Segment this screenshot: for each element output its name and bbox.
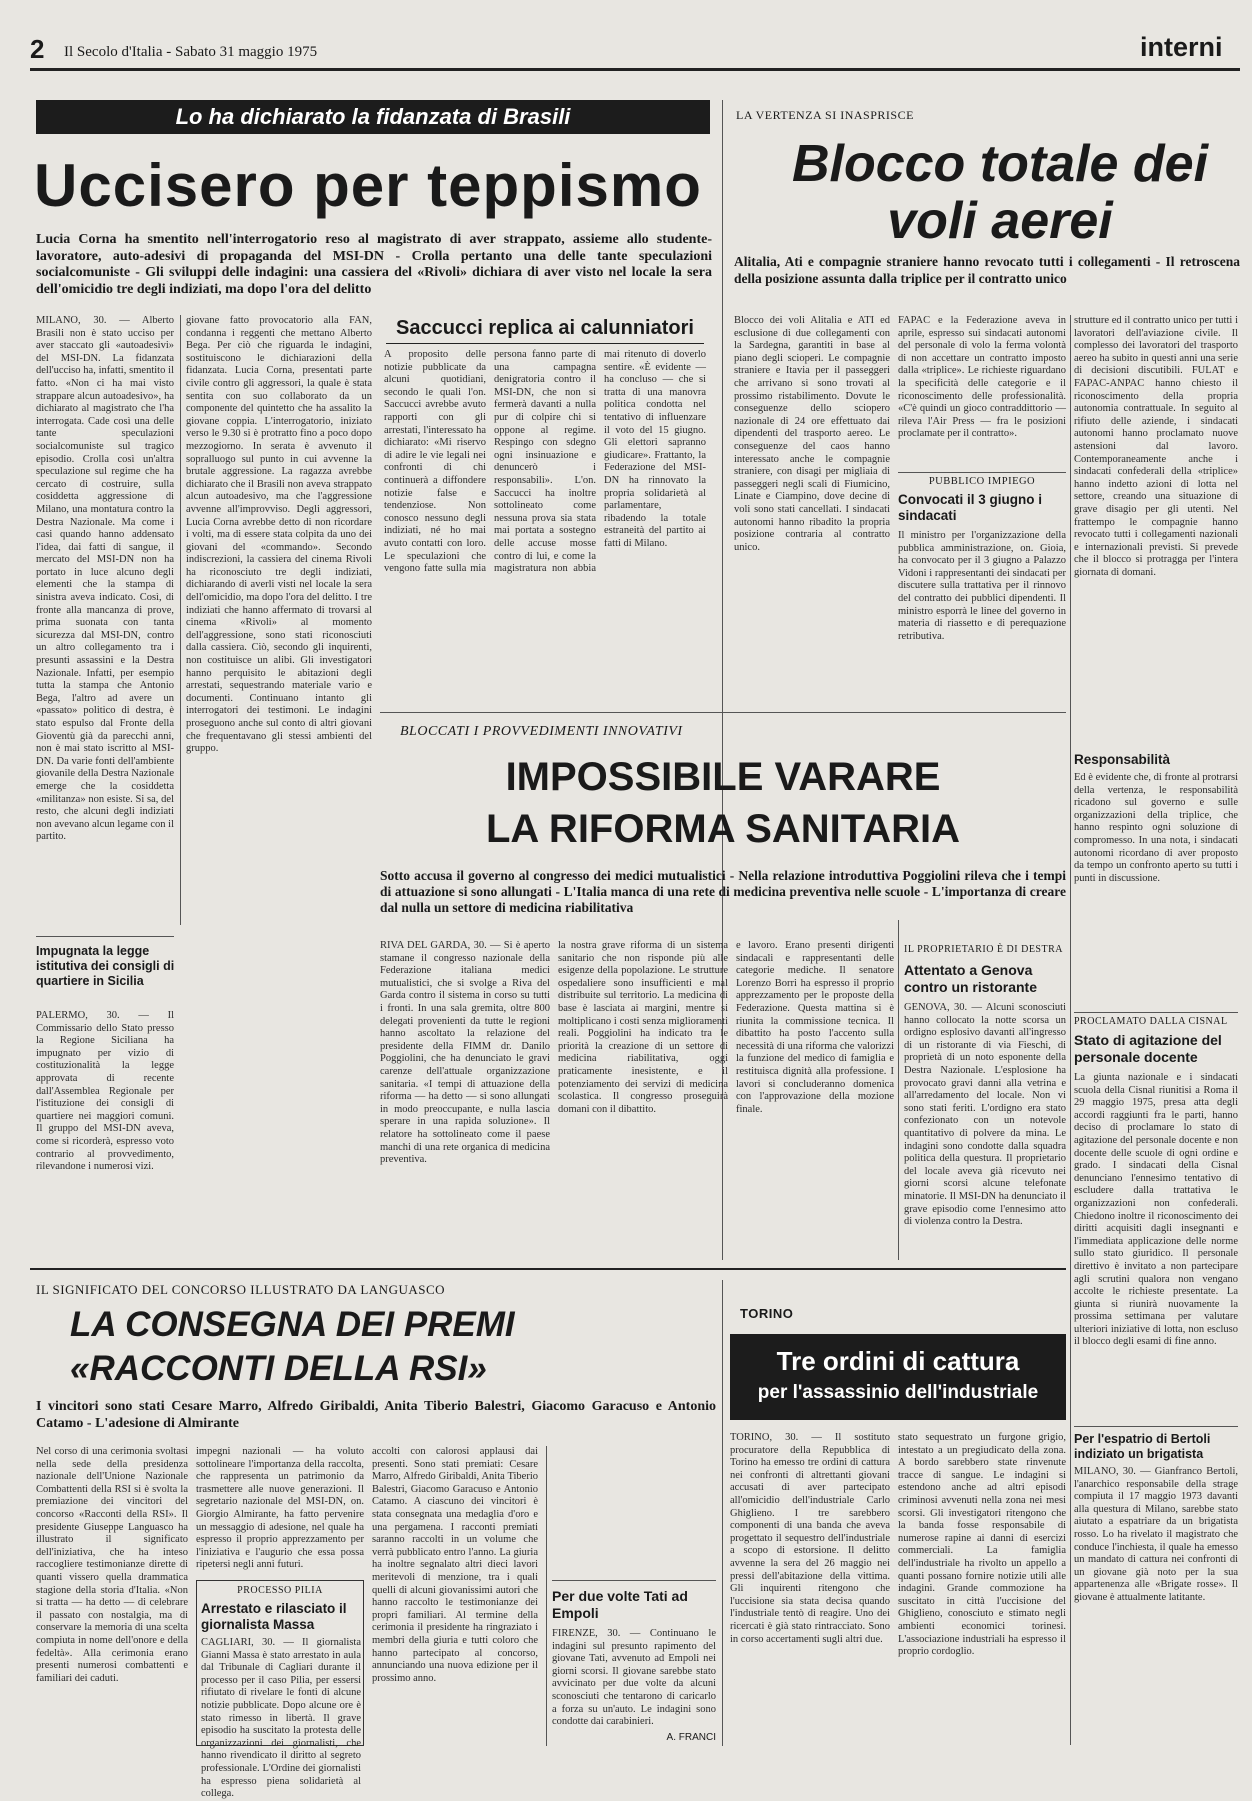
story3-col3: e lavoro. Erano presenti dirigenti sindacali e rappresentanti delle categorie mediche. Il senatore Lorenzo Borri ha espresso il proprio apprezzamento per le proposte della Federazione. Questa mattina si è riunita la commissione tecnica. Il dibattito ha posto l'accento sulla necessità di una riforma che valorizzi la funzione del medico di famiglia e restituisca dignità alla professione. I lavori si concluderanno domenica con l'approvazione della mozione finale.: [736, 940, 894, 1115]
story6-col1: Nel corso di una cerimonia svoltasi nella sede della presidenza nazionale dell'Unione Nazionale Combattenti della RSI si è svolta la premiazione dei vincitori del concorso «Racconti della RSI». Il presidente Giuseppe Languasco ha illustrato il significato dell'iniziativa, che ha inteso raccogliere testimonianze dirette di quanti vissero quella drammatica stagione della storia d'Italia. «Non si tratta — ha detto — di celebrare il passato con nostalgia, ma di conservare la memoria di una scelta compiuta in nome dell'onore e della fedeltà». Alla cerimonia erano presenti numerosi combattenti e familiari dei caduti.: [36, 1446, 188, 1684]
lower-section-rule: [30, 1268, 1066, 1270]
story4-headline: Attentato a Genova contro un ristorante: [904, 962, 1038, 995]
col-divider: [1070, 315, 1071, 1745]
story1-col1: MILANO, 30. — Alberto Brasili non è stato ucciso per aver staccato gli «autoadesivi» del MSI-DN. La fidanzata dell'ucciso ha, infatti, smentito il fatto. «Non ci ha mai visto strappare alcun autoadesivo», ha dichiarato al magistrato che l'ha interrogata. Cade così una delle tante speculazioni socialcomuniste sul tragico episodio. Crolla così un'altra speculazione sul regime che ha cercato di costruire, sulla cosiddetta aggressione di Milano, una montatura contro la Destra Nazionale. Ma come i casi quando hanno addensato l'idea, dai fatti di sangue, il mercato del MSI-DN non ha portato in luce alcuno degli elementi che la stampa di sinistra aveva indicato. Così, di fronte alla mancanza di prove, prima suonata con tanta sicurezza dal MSI-DN, contro un altro collegamento tra i presunti assassini e la Destra Nazionale. Infatti, per esempio tutta la stampa che Antonio Bega, l'altro ad avere un «passato» politico di destra, è stato espulso dal Fronte della Gioventù già da parecchi anni, non è mai stato iscritto al MSI-DN. Da varie fonti dell'ambiente giovanile della Destra Nazionale emerge che la cosiddetta «militanza» non esiste. Si sa, del resto, che alcuni degli indiziati non avevano alcun legame con il partito.: [36, 315, 174, 843]
saccucci-rule: [386, 343, 704, 344]
story8-headline-line1: Tre ordini di cattura: [776, 1346, 1020, 1376]
col-divider: [546, 1446, 547, 1746]
saccucci-text: A proposito delle notizie pubblicate da alcuni quotidiani, secondo le quali l'on. Saccucci avrebbe avuto rapporti con gli arrestati, l'interessato ha dichiarato: «Mi riservo di adire le vie legali nei confronti di chi continuerà a diffondere notizie false e tendenziose. Non conosco nessuno degli indiziati, né ho mai avuto contatti con loro. Le speculazioni che vengono fatte sulla mia persona fanno parte di una campagna denigratoria contro il MSI-DN, che non si fermerà davanti a nulla pur di colpire chi si oppone al regime. Respingo con sdegno ogni insinuazione e denuncerò i responsabili». L'on. Saccucci ha inoltre sottolineato come nessuna prova sia stata mai portata a sostegno delle accuse mosse contro di lui, e come la magistratura non abbia mai ritenuto di doverlo sentire. «È evidente — ha concluso — che si tratta di una manovra politica condotta nel tentativo di influenzare il voto del 15 giugno. Gli elettori sapranno giudicare». Frattanto, la Federazione del MSI-DN ha rinnovato la propria solidarietà al parlamentare, ribadendo la totale estraneità del partito ai fatti di Milano.: [384, 349, 706, 575]
story6-col3: accolti con calorosi applausi dai presenti. Sono stati premiati: Cesare Marro, Alfredo Giribaldi, Anita Tiberio Balestri, Giacomo Garacuso e Antonio Catamo. A ciascuno dei vincitori è stata consegnata una medaglia d'oro e una pergamena. I racconti premiati saranno raccolti in un volume che verrà pubblicato entro l'anno. La giuria ha inoltre segnalato altri dieci lavori meritevoli di menzione, tra i quali quelli di alcuni giovanissimi autori che hanno raccolto le testimonianze dei propri familiari. Al termine della cerimonia il presidente ha ringraziato i membri della giuria e tutti coloro che hanno partecipato al concorso, annunciando una nuova edizione per il prossimo anno.: [372, 1446, 538, 1684]
responsabilita-text: Ed è evidente che, di fronte al protrarsi della vertenza, le responsabilità ricadono sul governo e sulle organizzazioni della triplice, che hanno respinto ogni soluzione di compromesso. In una nota, i sindacati autonomi ricordano di aver proposto da tempo un confronto aperto su tutti i punti in discussione.: [1074, 772, 1238, 884]
story6-kicker: IL SIGNIFICATO DEL CONCORSO ILLUSTRATO DA LANGUASCO: [36, 1282, 446, 1297]
story4-kicker: IL PROPRIETARIO È DI DESTRA: [904, 944, 1063, 955]
story9-text: FIRENZE, 30. — Continuano le indagini sul presunto rapimento del giovane Tati, avvenuto ad Empoli nei giorni scorsi. Il giovane sarebbe stato avvicinato per due volte da alcuni sconosciuti che tentarono di caricarlo a forza su un'auto. Le indagini sono condotte dai carabinieri.: [552, 1628, 716, 1728]
story2-kicker: LA VERTENZA SI INASPRISCE: [736, 108, 914, 122]
publication-line: Il Secolo d'Italia - Sabato 31 maggio 1975: [64, 44, 318, 60]
sicily-headline: Impugnata la legge istitutiva dei consigli di quartiere in Sicilia: [36, 944, 175, 988]
saccucci-box: [380, 315, 710, 665]
story7-headline: Arrestato e rilasciato il giornalista Massa: [201, 1601, 347, 1632]
col-divider: [180, 315, 181, 925]
story1-headline: Uccisero per teppismo: [34, 152, 702, 219]
story5-kicker: PROCLAMATO DALLA CISNAL: [1074, 1016, 1228, 1027]
story2-col1: Blocco dei voli Alitalia e ATI ed esclusione di due collegamenti con la Sardegna, garantiti in base al piano degli scioperi. Le compagnie straniere e Itavia per il passeggeri che arrivano si sono trovati al prossimo ristabilimento. Dovute le conseguenze dello sciopero nazionale di 24 ore effettuato dai dipendenti del trasporto aereo. Le conseguenze del caos hanno interessato anche le compagnie straniere, con disagi per migliaia di passeggeri negli scali di Fiumicino, Linate e Ciampino, dove decine di voli sono stati cancellati. I sindacati autonomi hanno ribadito la propria posizione contraria al contratto unico.: [734, 315, 890, 553]
story3-deck: Sotto accusa il governo al congresso dei medici mutualistici - Nella relazione introduttiva Poggiolini rileva che i tempi di attuazione si sono allungati - L'Italia manca di una rete di medicina preventiva nelle scuole - L'importanza di creare dal nulla un settore di medicina riabilitativa: [380, 868, 1066, 915]
col-divider: [722, 1280, 723, 1746]
story6-col2: impegni nazionali — ha voluto sottolineare l'importanza della raccolta, che rappresenta un patrimonio da trasmettere alle nuove generazioni. Il segretario nazionale del MSI-DN, on. Giorgio Almirante, ha fatto pervenire un messaggio di adesione, nel quale ha espresso il proprio apprezzamento per l'iniziativa e l'augurio che essa possa ripetersi negli anni futuri.: [196, 1446, 364, 1571]
story7-kicker: PROCESSO PILIA: [237, 1585, 323, 1596]
responsabilita-subhead: Responsabilità: [1074, 752, 1171, 767]
story8-headline-line2: per l'assassinio dell'industriale: [757, 1382, 1039, 1403]
story9-byline: A. FRANCI: [666, 1732, 716, 1743]
story8-col2: stato sequestrato un furgone grigio, intestato a un pregiudicato della zona. A bordo sarebbero state rinvenute tracce di sangue. Le indagini si estendono anche ad altri episodi criminosi avvenuti nella zona nei mesi scorsi. Gli investigatori ritengono che la banda fosse responsabile di numerose rapine ai danni di esercizi commerciali. La famiglia dell'industriale ha rivolto un appello a quanti possano fornire notizie utili alle indagini. Grande commozione ha suscitato in città l'uccisione del Ghiglieno, conosciuto e stimato negli ambienti economici torinesi. L'associazione industriali ha espresso il proprio cordoglio.: [898, 1432, 1066, 1658]
story5-headline: Stato di agitazione del personale docente: [1074, 1032, 1222, 1065]
story3-headline-line2: LA RIFORMA SANITARIA: [485, 807, 961, 851]
story4-text: GENOVA, 30. — Alcuni sconosciuti hanno collocato la notte scorsa un ordigno esplosivo davanti all'ingresso di un ristorante di via Fieschi, di proprietà di un noto esponente della Destra Nazionale. L'esplosione ha provocato gravi danni alla vetrina e all'arredamento del locale. Non vi sono stati feriti. L'ordigno era stato confezionato con un notevole quantitativo di polvere da mina. Le indagini sono condotte dalla squadra politica della questura. Il proprietario del locale aveva già ricevuto nei giorni scorsi alcune telefonate minatorie. Il MSI-DN ha denunciato il grave episodio come l'ennesimo atto di violenza contro la Destra.: [904, 1002, 1066, 1228]
story2-headline: Blocco totale dei voli aerei: [791, 135, 1209, 250]
story6-headline-line1: LA CONSEGNA DEI PREMI: [70, 1305, 515, 1344]
page-number: 2: [30, 34, 45, 64]
story9-rule: [552, 1580, 716, 1581]
story2-sub-text: Il ministro per l'organizzazione della pubblica amministrazione, on. Gioia, ha convocato per il 3 giugno a Palazzo Vidoni i rappresentanti dei sindacati per discutere sulla trattativa per il rinnovo del contratto dei pubblici dipendenti. Il ministro esporrà le linee del governo in materia di riassetto e di perequazione retributiva.: [898, 530, 1066, 642]
story2-sub-rule: [898, 472, 1066, 473]
story5-text: La giunta nazionale e i sindacati scuola della Cisnal riunitisi a Roma il 29 maggio 1975, presa atta degli accordi raggiunti fra le parti, hanno deciso di proclamare lo stato di agitazione del personale docente e non docente delle scuole di ogni ordine e grado. I sindacati della Cisnal denunciano l'ennesimo tentativo di escludere dalla trattativa le organizzazioni non confederali. Chiedono inoltre il riconoscimento dei diritti acquisiti dagli insegnanti e l'immediata applicazione delle norme sullo stato giuridico. Il personale direttivo è invitato a non partecipare agli scrutini qualora non vengano accolte le richieste presentate. La giunta si riunirà nuovamente la prossima settimana per valutare ulteriori iniziative di lotta, non escluso il blocco degli esami di fine anno.: [1074, 1072, 1238, 1348]
story5-sub-rule: [1074, 1426, 1238, 1427]
col-divider: [898, 920, 899, 1260]
section-label: interni: [1140, 32, 1223, 62]
story1-col2: giovane fatto provocatorio alla FAN, condanna i reggenti che mettano Alberto Bega. Per ciò che riguarda le indagini, sostituiscono le dichiarazioni della fidanzata. Lucia Corna, presentati parte civile contro gli aggressori, la quale è stata sentita con suo collaborato da un componente del quintetto che ha assalito la giovane coppia. L'interrogatorio, iniziato verso le 9.30 si è protratto fino a poco dopo mezzogiorno. In serata è avvenuto il sopralluogo sul punto in cui avvenne la brutale aggressione. La ragazza avrebbe dichiarato che il Brasili non aveva strappato alcun autoadesivo, ma che l'aggressione avvenne all'improvviso. Degli aggressori, Lucia Corna avrebbe detto di non ricordare i volti, ma di essere stata colpita da uno dei giovani del «commando». Secondo indiscrezioni, la cassiera del cinema Rivoli ha riconosciuto tre degli indiziati, dichiarando di averli visti nel locale la sera dell'omicidio, ma dopo l'ora del delitto. I tre indiziati che hanno affermato di trovarsi al cinema «Rivoli» al momento dell'aggressione, sono stati riconosciuti dalla cassiera. Ciò, secondo gli inquirenti, non costituisce un alibi. Gli investigatori hanno perquisito le abitazioni degli arrestati, sequestrando materiale vario e documenti. Continuano intanto gli interrogatori dei testimoni. Le indagini proseguono anche sul conto di altri giovani che frequentavano gli stessi ambienti del gruppo.: [186, 315, 372, 755]
story6-headline-line2: «RACCONTI DELLA RSI»: [70, 1349, 487, 1388]
story7-text: CAGLIARI, 30. — Il giornalista Gianni Massa è stato arrestato in aula dal Tribunale di Cagliari durante il processo per il caso Pilia, per essersi rifiutato di rivelare le fonti di alcune notizie pubblicate. Dopo alcune ore è stato rimesso in libertà. Il grave episodio ha suscitato la protesta delle organizzazioni dei giornalisti, che hanno rivendicato il diritto al segreto professionale. L'Ordine dei giornalisti ha espresso piena solidarietà al collega.: [201, 1637, 361, 1800]
bertoli-headline: Per l'espatrio di Bertoli indiziato un brigatista: [1074, 1432, 1211, 1461]
story5-top-rule: [1074, 1012, 1238, 1013]
saccucci-headline: Saccucci replica ai calunniatori: [396, 317, 694, 339]
story2-col2: FAPAC e la Federazione aveva in aprile, espresso sui sindacati autonomi del personale di volo la ferma volontà di non accettare un contratto imposto dalla «triplice». Le richieste riguardano la specificità delle categorie e il riconoscimento delle professionalità. «C'è quindi un gioco contraddittorio — rileva l'Air Press — fra le posizioni proclamate per il contratto».: [898, 315, 1066, 440]
bertoli-text: MILANO, 30. — Gianfranco Bertoli, l'anarchico responsabile della strage compiuta il 17 maggio 1973 davanti alla questura di Milano, sarebbe stato aiutato a espatriare da un brigatista rosso. Lo ha rivelato il magistrato che conduce l'inchiesta, il quale ha emesso un mandato di cattura nei confronti di un giovane già noto per la sua appartenenza alle «Brigate rosse». Il giovane è attualmente latitante.: [1074, 1466, 1238, 1603]
story6-deck: I vincitori sono stati Cesare Marro, Alfredo Giribaldi, Anita Tiberio Balestri, Giacomo Garacuso e Antonio Catamo - L'adesione di Almirante: [36, 1399, 716, 1431]
story3-kicker: BLOCCATI I PROVVEDIMENTI INNOVATIVI: [400, 724, 683, 739]
story1-deck: Lucia Corna ha smentito nell'interrogatorio reso al magistrato di aver strappato, assieme allo studente-lavoratore, auto-adesivi di propaganda del MSI-DN - Crolla pertanto una delle tante speculazioni socialcomuniste - Gli sviluppi delle indagini: una cassiera del «Rivoli» dichiara di aver visto nel locale la sera dell'omicidio tre degli indiziati, ma dopo l'ora del delitto: [36, 232, 712, 297]
story9-headline: Per due volte Tati ad Empoli: [552, 1588, 688, 1621]
story3-top-rule: [380, 712, 1066, 713]
story8-kicker: TORINO: [740, 1306, 794, 1321]
pilia-box: [196, 1580, 364, 1800]
story8-col1: TORINO, 30. — Il sostituto procuratore della Repubblica di Torino ha emesso tre ordini di cattura nei confronti di altrettanti giovani accusati di aver partecipato all'omicidio dell'industriale Carlo Ghiglieno. I tre sarebbero componenti di una banda che aveva progettato il sequestro dell'industriale a scopo di estorsione. Il delitto avvenne la sera del 26 maggio nei pressi dell'abitazione della vittima. Gli inquirenti ritengono che l'uccisione sia stata decisa quando l'industriale tentò di reagire. Uno dei ricercati è già stato rintracciato. Sono in corso accertamenti sugli altri due.: [730, 1432, 890, 1645]
story8-headline-box: [730, 1334, 1066, 1420]
story2-sub-kicker: PUBBLICO IMPIEGO: [928, 476, 1036, 487]
sicily-text: PALERMO, 30. — Il Commissario dello Stato presso la Regione Siciliana ha impugnato per vizio di costituzionalità la legge approvata di recente dall'Assemblea Regionale per l'istituzione dei consigli di quartiere nei maggiori comuni. Il gruppo del MSI-DN aveva, come si ricorderà, espresso voto contrario al provvedimento, rilevandone i numerosi vizi.: [36, 1010, 174, 1173]
story3-headline-line1: IMPOSSIBILE VARARE: [505, 755, 941, 799]
story2-col3: strutture ed il contratto unico per tutti i lavoratori dell'aviazione civile. Il complesso dei lavoratori del trasporto aereo ha subito in questi anni una serie di decisioni discutibili. FULAT e FAPAC-ANPAC hanno chiesto il riconoscimento della propria autonomia contrattuale. In seguito al rifiuto delle aziende, i sindacati autonomi hanno proclamato nuove astensioni dal lavoro. Contemporaneamente anche i sindacati confederali della «triplice» hanno indetto azioni di lotta nel settore, creando una situazione di grave disagio per gli utenti. Nel frattempo le compagnie hanno revocato tutti i collegamenti nazionali e internazionali previsti. Si prevede che il blocco si protragga per l'intera giornata di domani.: [1074, 315, 1238, 578]
sicily-rule: [36, 936, 174, 937]
story1-banner: Lo ha dichiarato la fidanzata di Brasili: [36, 100, 710, 134]
story2-sub-headline: Convocati il 3 giugno i sindacati: [898, 492, 1043, 523]
story3-col1: RIVA DEL GARDA, 30. — Si è aperto stamane il congresso nazionale della Federazione italiana medici mutualistici, che si svolge a Riva del Garda contro il sistema in corso su tutti i fronti. In una sala gremita, oltre 800 delegati provenienti da tutte le regioni hanno ascoltato la relazione del presidente della FIMM dr. Danilo Poggiolini, che ha denunciato le gravi carenze dell'attuale organizzazione sanitaria. «I tempi di attuazione della riforma — ha detto — si sono allungati in modo preoccupante, e nulla lascia sperare in una rapida soluzione». Il relatore ha sottolineato come il paese manchi di una rete organica di medicina preventiva.: [380, 940, 550, 1166]
story3-col2: la nostra grave riforma di un sistema sanitario che non risponde più alle esigenze della popolazione. Le strutture ospedaliere sono insufficienti e mal distribuite sul territorio. La medicina di base è lasciata ai margini, mentre si moltiplicano i costi senza miglioramenti reali. Poggiolini ha indicato tra le priorità la creazione di un settore di medicina riabilitativa, oggi praticamente inesistente, e il potenziamento dei servizi di medicina scolastica. Il congresso proseguirà domani con il dibattito.: [558, 940, 728, 1115]
story2-deck: Alitalia, Ati e compagnie straniere hanno revocato tutti i collegamenti - Il retroscena della posizione assunta dalla triplice per il contratto unico: [734, 254, 1240, 286]
masthead-rule: [30, 68, 1240, 71]
